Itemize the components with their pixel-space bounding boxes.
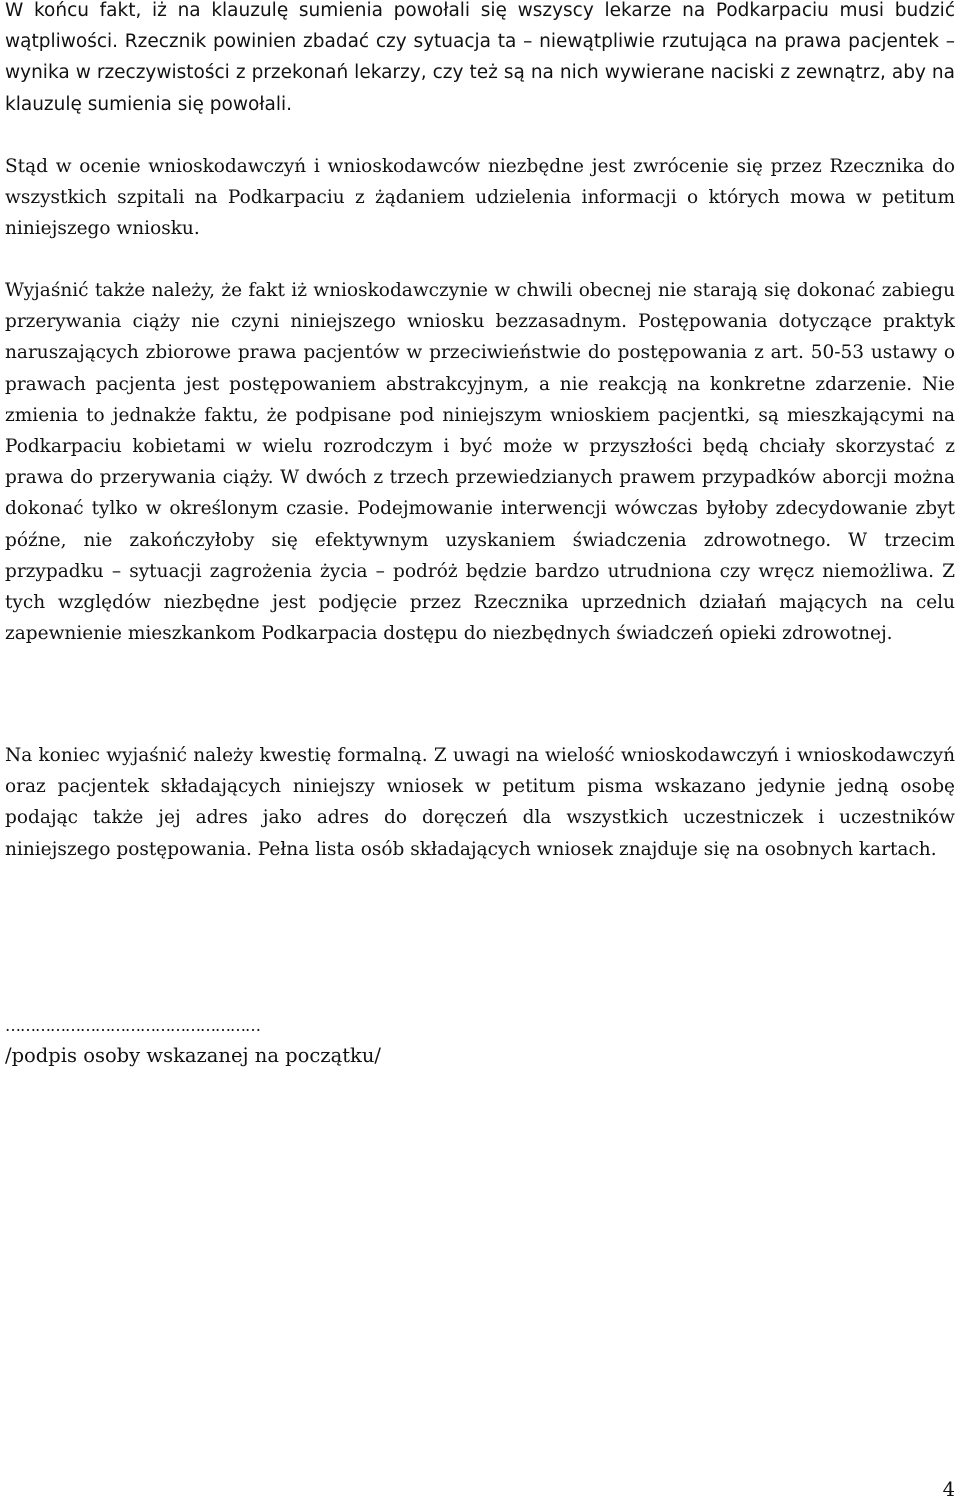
signature-label: /podpis osoby wskazanej na początku/ [5,1044,381,1067]
signature-line: …………………………………………… [5,1016,260,1035]
paragraph-2: Stąd w ocenie wnioskodawczyń i wnioskodawców niezbędne jest zwrócenie się przez Rzecznika do wszystkich szpitali na Podkarpaciu z żądaniem udzielenia informacji o których mowa w petitum niniejszego wniosku. [5,156,955,240]
page-number: 4 [942,1478,955,1501]
paragraph-1: W końcu fakt, iż na klauzulę sumienia powołali się wszyscy lekarze na Podkarpaciu musi budzić wątpliwości. Rzecznik powinien zbadać czy sytuacja ta – niewątpliwie rzutująca na prawa pacjentek – wynika w rzeczywistości z przekonań lekarzy, czy też są na nich wywierane naciski z zewnątrz, aby na klauzulę sumienia się powołali. [5,0,955,115]
paragraph-3: Wyjaśnić także należy, że fakt iż wnioskodawczynie w chwili obecnej nie starają się dokonać zabiegu przerywania ciąży nie czyni niniejszego wniosku bezzasadnym. Postępowania dotyczące praktyk naruszających zbiorowe prawa pacjentów w przeciwieństwie do postępowania z art. 50-53 ustawy o prawach pacjenta jest postępowaniem abstrakcyjnym, a nie reakcją na konkretne zdarzenie. Nie zmienia to jednakże faktu, że podpisane pod niniejszym wnioskiem pacjentki, są mieszkającymi na Podkarpaciu kobietami w wielu rozrodczym i być może w przyszłości będą chciały skorzystać z prawa do przerywania ciąży. W dwóch z trzech przewiedzianych prawem przypadków aborcji można dokonać tylko w określonym czasie. Podejmowanie interwencji wówczas byłoby zdecydowanie zbyt późne, nie zakończyłoby się efektywnym uzyskaniem świadczenia zdrowotnego. W trzecim przypadku – sytuacji zagrożenia życia – podróż będzie bardzo utrudniona czy wręcz niemożliwa. Z tych względów niezbędne jest podjęcie przez Rzecznika uprzednich działań mających na celu zapewnienie mieszkankom Podkarpacia dostępu do niezbędnych świadczeń opieki zdrowotnej. [5,280,955,645]
paragraph-4: Na koniec wyjaśnić należy kwestię formalną. Z uwagi na wielość wnioskodawczyń i wnioskodawczyń oraz pacjentek składających niniejszy wniosek w petitum pisma wskazano jedynie jedną osobę podając także jej adres jako adres do doręczeń dla wszystkich uczestniczek i uczestników niniejszego postępowania. Pełna lista osób składających wniosek znajduje się na osobnych kartach. [5,745,955,860]
